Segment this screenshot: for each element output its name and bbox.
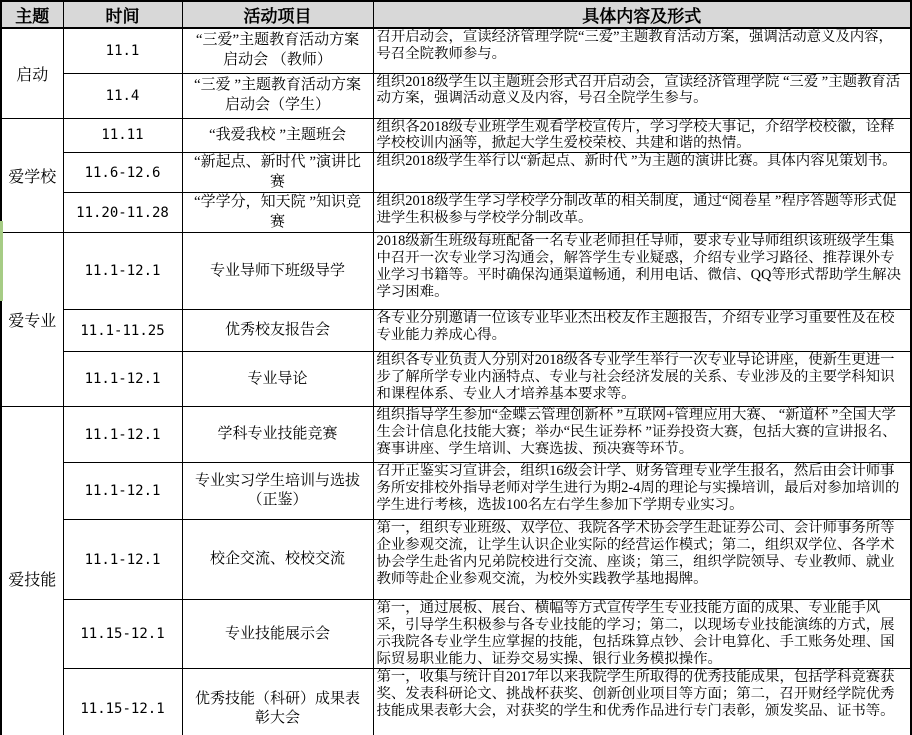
table-header [1, 1, 911, 28]
table-row [1, 310, 911, 352]
activity-cell: “我爱我校 ”主题班会 [182, 118, 373, 153]
header-detail: 具体内容及形式 [373, 1, 911, 28]
activity-cell: 优秀校友报告会 [182, 310, 373, 352]
time-cell: 11.1-12.1 [63, 233, 182, 310]
activity-cell: 学科专业技能竞赛 [182, 407, 373, 463]
table-row [1, 193, 911, 233]
activity-cell: 专业技能展示会 [182, 600, 373, 669]
time-cell: 11.1-11.25 [63, 310, 182, 352]
table-row [1, 669, 911, 735]
header-activity: 活动项目 [182, 1, 373, 28]
table-row [1, 352, 911, 407]
table-row [1, 600, 911, 669]
table-row [1, 118, 911, 153]
theme-cell: 爱学校 [1, 118, 63, 233]
header-row [1, 1, 911, 28]
detail-cell: 各专业分别邀请一位该专业毕业杰出校友作主题报告，介绍专业学习重要性及在校专业能力养成心得。 [373, 310, 911, 352]
time-cell: 11.15-12.1 [63, 600, 182, 669]
table-row [1, 463, 911, 520]
activity-cell: 专业实习学生培训与选拔（正鉴） [182, 463, 373, 520]
green-accent-strip [0, 221, 3, 301]
detail-cell: 组织各专业负责人分别对2018级各专业学生举行一次专业导论讲座，使新生更进一步了解所学专业内涵特点、专业与社会经济发展的关系、专业涉及的主要学科知识和课程体系、专业人才培养基本要求等。 [373, 352, 911, 407]
activity-cell: “三爱”主题教育活动方案启动会 （教师） [182, 28, 373, 73]
time-cell: 11.1-12.1 [63, 463, 182, 520]
detail-cell: 2018级新生班级每班配备一名专业老师担任导师，要求专业导师组织该班级学生集中召开一次专业学习沟通会，解答学生专业疑惑，介绍专业学习路径、推荐课外专业学习书籍等。平时确保沟通渠道畅通，利用电话、微信、QQ等形式帮助学生解决学习困难。 [373, 233, 911, 310]
time-cell: 11.11 [63, 118, 182, 153]
time-cell: 11.1-12.1 [63, 407, 182, 463]
time-cell: 11.20-11.28 [63, 193, 182, 233]
theme-cell: 爱专业 [1, 233, 63, 407]
time-cell: 11.1 [63, 28, 182, 73]
time-cell: 11.4 [63, 73, 182, 118]
detail-cell: 第一，组织专业班级、双学位、我院各学术协会学生赴证券公司、会计师事务所等企业参观交流，让学生认识企业实际的经营运作模式；第二，组织双学位、各学术协会学生赴省内兄弟院校进行交流、座谈；第三，组织学院领导、专业教师、就业教师等赴企业参观交流，为校外实践教学基地揭牌。 [373, 520, 911, 600]
time-cell: 11.1-12.1 [63, 352, 182, 407]
table-row [1, 153, 911, 193]
table-row [1, 407, 911, 463]
activity-cell: “新起点、新时代 ”演讲比赛 [182, 153, 373, 193]
activity-cell: 优秀技能（科研）成果表彰大会 [182, 669, 373, 735]
header-time: 时间 [63, 1, 182, 28]
detail-cell: 召开正鉴实习宣讲会，组织16级会计学、财务管理专业学生报名，然后由会计师事务所安排校外指导老师对学生进行为期2-4周的理论与实操培训，最后对参加培训的学生进行考核，选拔100名左右学生参加下学期专业实习。 [373, 463, 911, 520]
detail-cell: 第一，收集与统计自2017年以来我院学生所取得的优秀技能成果，包括学科竞赛获奖、发表科研论文、挑战杯获奖、创新创业项目等方面；第二，召开财经学院优秀技能成果表彰大会，对获奖的学生和优秀作品进行专门表彰，颁发奖品、证书等。 [373, 669, 911, 735]
table-body [1, 28, 911, 735]
table-row [1, 233, 911, 310]
activity-cell: 专业导论 [182, 352, 373, 407]
detail-cell: 组织指导学生参加“金蝶云管理创新杯 ”互联网+管理应用大赛、 “新道杯 ”全国大学生会计信息化技能大赛；举办“民生证券杯 ”证券投资大赛，包括大赛的宣讲报名、赛事讲座、学生培训、大赛选拔、预决赛等环节。 [373, 407, 911, 463]
detail-cell: 组织各2018级专业班学生观看学校宣传片，学习学校大事记，介绍学校校徽，诠释学校校训内涵等，掀起大学生爱校荣校、共建和谐的热情。 [373, 118, 911, 153]
time-cell: 11.1-12.1 [63, 520, 182, 600]
theme-cell: 启动 [1, 28, 63, 118]
detail-cell: 组织2018级学生举行以“新起点、新时代 ”为主题的演讲比赛。具体内容见策划书。 [373, 153, 911, 193]
detail-cell: 组织2018级学生以主题班会形式召开启动会，宣读经济管理学院 “三爱 ”主题教育活动方案，强调活动意义及内容，号召全院学生参与。 [373, 73, 911, 118]
table-row [1, 520, 911, 600]
time-cell: 11.15-12.1 [63, 669, 182, 735]
activity-cell: “学学分，知天院 ”知识竞赛 [182, 193, 373, 233]
time-cell: 11.6-12.6 [63, 153, 182, 193]
activity-cell: 专业导师下班级导学 [182, 233, 373, 310]
table-row [1, 28, 911, 73]
activity-cell: 校企交流、校校交流 [182, 520, 373, 600]
detail-cell: 第一，通过展板、展台、横幅等方式宣传学生专业技能方面的成果、专业能手风采，引导学生积极参与各专业技能的学习；第二，以现场专业技能演练的方式，展示我院各专业学生应掌握的技能，包括珠算点钞、会计电算化、手工账务处理、国际贸易职业能力、证券交易实操、银行业务模拟操作。 [373, 600, 911, 669]
table-row [1, 73, 911, 118]
activity-cell: “三爱 ”主题教育活动方案启动会（学生） [182, 73, 373, 118]
detail-cell: 召开启动会，宣读经济管理学院“三爱”主题教育活动方案，强调活动意义及内容，号召全院教师参与。 [373, 28, 911, 73]
header-theme: 主题 [1, 1, 63, 28]
theme-cell: 爱技能 [1, 407, 63, 735]
detail-cell: 组织2018级学生学习学校学分制改革的相关制度，通过“阅卷星 ”程序答题等形式促进学生积极参与学校学分制改革。 [373, 193, 911, 233]
